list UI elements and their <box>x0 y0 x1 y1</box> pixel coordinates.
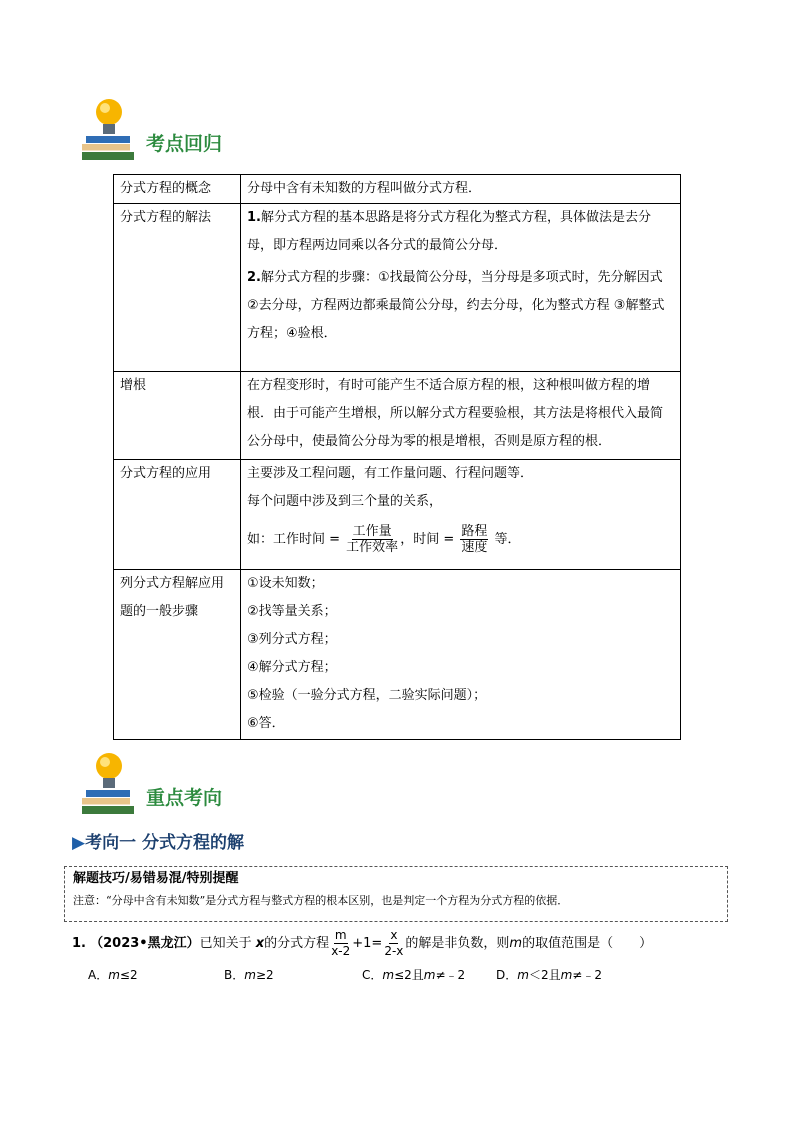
lightbulb-books-icon <box>76 94 138 162</box>
row-label: 增根 <box>114 372 241 460</box>
formula-mid: ，时间 = <box>400 532 455 547</box>
fraction <box>384 928 403 959</box>
row-label: 分式方程的解法 <box>114 204 241 372</box>
step-item: ①设未知数； <box>247 576 324 591</box>
tip-title: 解题技巧/易错易混/特别提醒 <box>73 871 239 886</box>
row-content <box>241 460 681 570</box>
formula-line <box>247 524 674 555</box>
step-number: 1. <box>247 210 261 225</box>
equation-operator: +1= <box>352 936 383 951</box>
row-label: 列分式方程解应用题的一般步骤 <box>114 570 241 740</box>
table-row <box>114 175 681 204</box>
denominator: 速度 <box>461 540 488 555</box>
question-text: 的解是非负数，则 <box>405 936 510 951</box>
section-header-focus <box>76 748 222 816</box>
steps-text: 解分式方程的步骤：①找最简公分母，当分母是多项式时，先分解因式 ②去分母，方程两边都乘最简公分母，约去分母，化为整式方程 ③解整式方程；④验根． <box>247 270 665 341</box>
knowledge-table <box>113 174 681 740</box>
subsection-text: 考向一 分式方程的解 <box>85 833 244 853</box>
table-row <box>114 570 681 740</box>
step-item: ②找等量关系； <box>247 604 337 619</box>
numerator: 工作量 <box>352 524 392 539</box>
subsection-title <box>72 828 244 853</box>
table-row <box>114 204 681 372</box>
section-title: 重点考向 <box>146 787 223 809</box>
variable: m <box>509 936 523 951</box>
question-number: 1. <box>72 936 86 951</box>
row-content <box>241 204 681 372</box>
table-row <box>114 460 681 570</box>
formula-suffix: 等． <box>494 532 521 547</box>
step-item: ③列分式方程； <box>247 632 337 647</box>
fraction <box>346 524 398 555</box>
step-item: ④解分式方程； <box>247 660 337 675</box>
numerator: m <box>334 928 347 942</box>
answer-options <box>88 966 648 983</box>
row-label: 分式方程的概念 <box>114 175 241 204</box>
table-row <box>114 372 681 460</box>
step-item: ⑤检验（一验分式方程，二验实际问题）； <box>247 688 487 703</box>
concept-text: 分母中含有未知数的方程叫做分式方程． <box>247 181 482 196</box>
option-c[interactable]: C．m≤2且m≠﹣2 <box>362 968 466 982</box>
question-text: 的取值范围是（ ） <box>522 936 653 951</box>
row-content: 在方程变形时，有时可能产生不适合原方程的根，这种根叫做方程的增根．由于可能产生增根，所以解分式方程要验根，其方法是将根代入最简公分母中，使最简公分母为零的根是增根，否则是原方程的根． <box>241 372 681 460</box>
question-1 <box>72 928 652 959</box>
option-b[interactable]: B．m≥2 <box>224 968 274 982</box>
tip-box <box>64 866 728 922</box>
fraction <box>460 524 488 555</box>
method-text: 解分式方程的基本思路是将分式方程化为整式方程，具体做法是去分母，即方程两边同乘以各分式的最简公分母． <box>247 210 651 253</box>
numerator: x <box>390 928 398 942</box>
step-number: 2. <box>247 270 261 285</box>
application-line: 主要涉及工程问题，有工作量问题、行程问题等． <box>247 466 534 481</box>
question-text: 已知关于 <box>199 936 252 951</box>
step-item: ⑥答． <box>247 716 285 731</box>
tip-note: 注意：“分母中含有未知数”是分式方程与整式方程的根本区别，也是判定一个方程为分式方程的依据． <box>73 894 569 907</box>
denominator: x-2 <box>331 944 351 958</box>
row-content <box>241 570 681 740</box>
question-source: （2023•黑龙江） <box>90 936 200 951</box>
denominator: 工作效率 <box>346 540 399 555</box>
section-title: 考点回归 <box>146 133 223 155</box>
question-text: 的分式方程 <box>264 936 330 951</box>
denominator: 2-x <box>384 944 404 958</box>
variable: x <box>255 936 265 951</box>
option-d[interactable]: D．m＜2且m≠﹣2 <box>496 968 602 982</box>
application-line: 每个问题中涉及到三个量的关系， <box>247 494 443 509</box>
row-content <box>241 175 681 204</box>
triangle-right-icon: ▶ <box>72 833 86 853</box>
option-a[interactable]: A．m≤2 <box>88 968 138 982</box>
formula-prefix: 如：工作时间 = <box>247 532 341 547</box>
section-header-review <box>76 94 222 162</box>
row-label: 分式方程的应用 <box>114 460 241 570</box>
fraction <box>331 928 350 959</box>
lightbulb-books-icon <box>76 748 138 816</box>
numerator: 路程 <box>461 524 488 539</box>
